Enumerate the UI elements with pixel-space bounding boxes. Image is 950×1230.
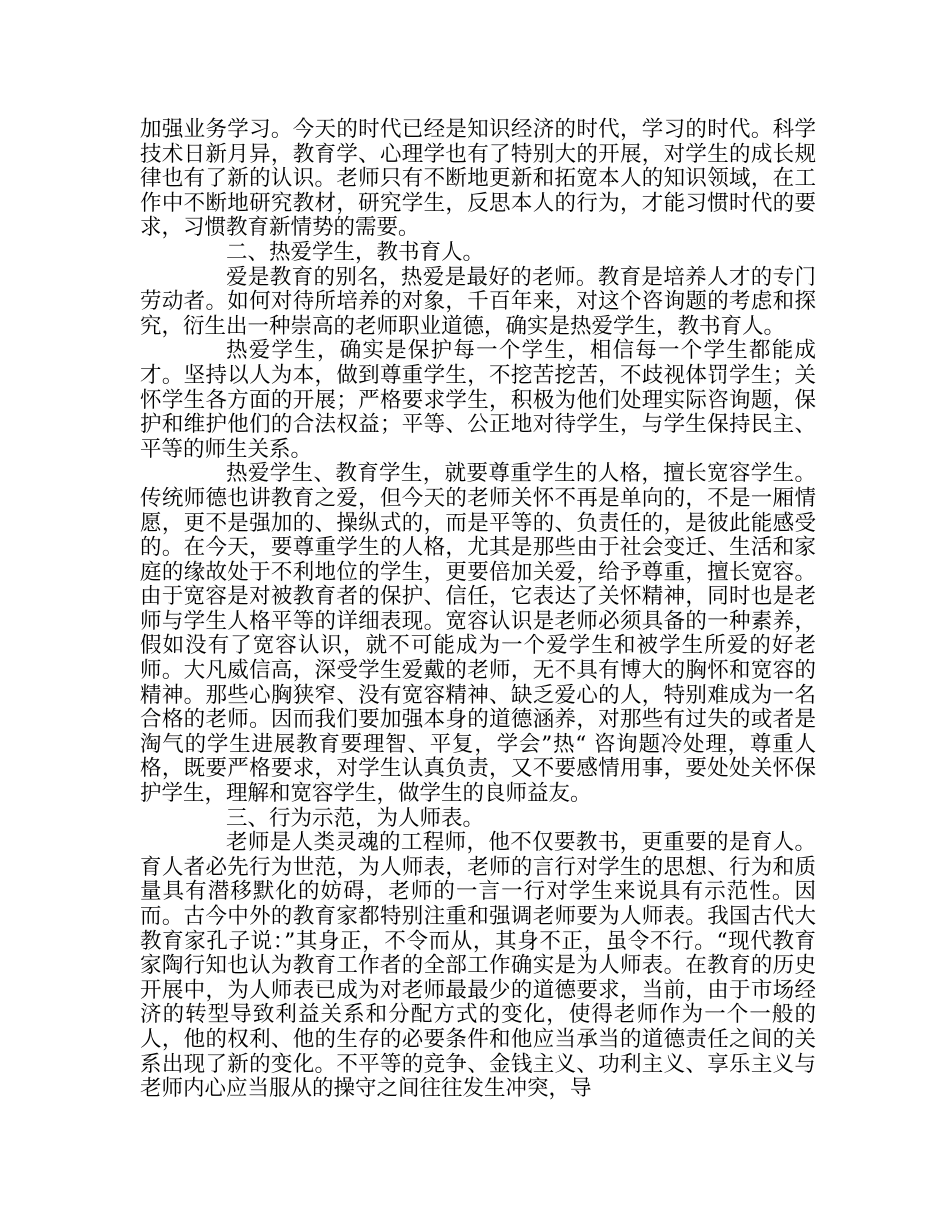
section-heading-3: 三、行为示范，为人师表。 — [226, 805, 485, 831]
paragraph-role-model: 老师是人类灵魂的工程师，他不仅要教书，更重要的是育人。育人者必先行为世范，为人师表，老师的言行对学生的思想、行为和质量具有潜移默化的妨碍，老师的一言一行对学生来说具有示范性。因而。古今中外的教育家都特别注重和强调老师要为人师表。我国古代大教育家孔子说：”其身正，不令而从，其身不正，虽令不行。“现代教育家陶行知也认为教育工作者的全部工作确实是为人师表。在教育的历史开展中，为人师表已成为对老师最最少的道德要求，当前，由于市场经济的转型导致利益关系和分配方式的变化，使得老师作为一个一般的人，他的权利、他的生存的必要条件和他应当承当的道德责任之间的关系出现了新的变化。不平等的竞争、金钱主义、功利主义、享乐主义与老师内心应当服从的操守之间往往发生冲突，导 — [140, 830, 816, 1102]
paragraph-love-is-education: 爱是教育的别名，热爱是最好的老师。教育是培养人才的专门劳动者。如何对待所培养的对象，千百年来，对这个咨询题的考虑和探究，衍生出一种崇高的老师职业道德，确实是热爱学生，教书育人。 — [140, 264, 816, 339]
document-body — [140, 118, 816, 1102]
paragraph-protect-students: 热爱学生，确实是保护每一个学生，相信每一个学生都能成才。坚持以人为本，做到尊重学生，不挖苦挖苦，不歧视体罚学生；关怀学生各方面的开展；严格要求学生，积极为他们处理实际咨询题，保护和维护他们的合法权益；平等、公正地对待学生，与学生保持民主、平等的师生关系。 — [140, 338, 816, 462]
paragraph-intro: 加强业务学习。今天的时代已经是知识经济的时代，学习的时代。科学技术日新月异，教育学、心理学也有了特别大的开展，对学生的成长规律也有了新的认识。老师只有不断地更新和拓宽本人的知识领域，在工作中不断地研究教材，研究学生，反思本人的行为，才能习惯时代的要求，习惯教育新情势的需要。 — [140, 117, 816, 241]
section-heading-2: 二、热爱学生，教书育人。 — [226, 239, 485, 265]
paragraph-respect-tolerance: 热爱学生、教育学生，就要尊重学生的人格，擅长宽容学生。传统师德也讲教育之爱，但今天的老师关怀不再是单向的，不是一厢情愿，更不是强加的、操纵式的，而是平等的、负责任的，是彼此能感受的。在今天，要尊重学生的人格，尤其是那些由于社会变迁、生活和家庭的缘故处于不利地位的学生，更要倍加关爱，给予尊重，擅长宽容。由于宽容是对被教育者的保护、信任，它表达了关怀精神，同时也是老师与学生人格平等的详细表现。宽容认识是老师必须具备的一种素养，假如没有了宽容认识，就不可能成为一个爱学生和被学生所爱的好老师。大凡威信高，深受学生爱戴的老师，无不具有博大的胸怀和宽容的精神。那些心胸狭窄、没有宽容精神、缺乏爱心的人，特别难成为一名合格的老师。因而我们要加强本身的道德涵养，对那些有过失的或者是淘气的学生进展教育要理智、平复，学会”热“ 咨询题冷处理，尊重人格，既要严格要求，对学生认真负责，又不要感情用事，要处处关怀保护学生，理解和宽容学生，做学生的良师益友。 — [140, 461, 816, 807]
